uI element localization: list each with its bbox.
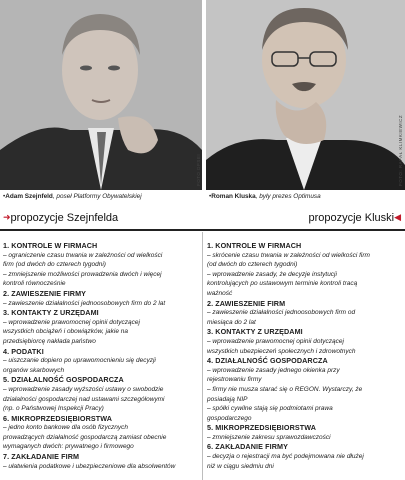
kluska-proposal-line: – firmy nie musza starać się o REGON. Wystarczy, że xyxy=(207,385,363,393)
szejnfeld-proposal-line: prowadzących działalność gospodarczą zamiast obecnie xyxy=(3,433,167,441)
column-divider xyxy=(202,232,203,480)
szejnfeld-proposal-line: – wprowadzenie zasady wyższości ustawy o swobodzie xyxy=(3,385,164,393)
kluska-section-heading: 4. DZIAŁALNOŚĆ GOSPODARCZA xyxy=(207,356,328,366)
kluska-proposal-line: – wprowadzenie zasady jednego okienka przy xyxy=(207,366,340,374)
proposals-kluska-list xyxy=(207,241,401,471)
photo-roman-kluska xyxy=(206,0,405,190)
szejnfeld-proposal-line: – zmniejszenie możliwości prowadzenia dwóch i więcej xyxy=(3,270,162,278)
heading-szejnfeld xyxy=(3,210,118,225)
kluska-proposal-line: wszystkich ubezpieczeń społecznych i zdrowotnych xyxy=(207,347,356,355)
szejnfeld-section-heading: 5. DZIAŁALNOŚĆ GOSPODARCZA xyxy=(3,375,124,385)
kluska-proposal-line: kontrolujących po ustawowym terminie kontroli tracą xyxy=(207,280,358,288)
photo-adam-szejnfeld xyxy=(0,0,202,190)
kluska-section-heading: 5. MIKROPRZEDSIĘBIORSTWA xyxy=(207,423,317,433)
arrow-right-icon: ➜ xyxy=(3,212,11,222)
szejnfeld-proposal-line: działalności gospodarczej nad ustawami szczegółowymi xyxy=(3,395,165,403)
kluska-proposal-line: gospodarczego xyxy=(207,414,252,422)
caption-left-name: Adam Szejnfeld xyxy=(5,193,53,200)
heading-left-text: propozycje Szejnfelda xyxy=(10,212,119,224)
szejnfeld-proposal-line: wymaganych dwóch: prywatnego i firmowego xyxy=(3,443,134,451)
caption-arrow-icon: • xyxy=(3,193,6,200)
caption-arrow-icon: • xyxy=(209,193,212,200)
kluska-proposal-line: – skrócenie czasu trwania w zależności od wielkości firm xyxy=(207,251,370,259)
proposals-szejnfeld-list xyxy=(3,241,199,471)
kluska-proposal-line: – zawieszenie działalności jednoosobowych firm od xyxy=(207,309,356,317)
heading-right-text: propozycje Kluski xyxy=(308,212,395,224)
szejnfeld-proposal-line: – ograniczenie czasu trwania w zależności od wielkości xyxy=(3,251,163,259)
szejnfeld-section-heading: 4. PODATKI xyxy=(3,346,44,356)
kluska-proposal-line: – wprowadzenie prawomocnej opinii dotyczącej xyxy=(207,337,344,345)
kluska-proposal-line: – spółki cywilne stają się podmiotami prawa xyxy=(207,405,333,413)
kluska-proposal-line: miesiąca do 2 lat xyxy=(207,318,256,326)
kluska-proposal-line: ważność xyxy=(207,289,233,297)
szejnfeld-proposal-line: wszystkich obciążeń i obowiązków, jakie na xyxy=(3,328,129,336)
szejnfeld-proposal-line: – uiszczanie dopiero po uprawomocnieniu się decyzji xyxy=(3,357,156,365)
kluska-proposal-line: posiadają NIP xyxy=(207,395,248,403)
kluska-section-heading: 6. ZAKŁADANIE FIRMY xyxy=(207,442,288,452)
caption-left-role: , poseł Platformy Obywatelskiej xyxy=(52,193,142,200)
photo-credit-right: FOTO: RAFAŁ KLIMKIEWICZ xyxy=(398,114,403,186)
arrow-left-icon: ◀ xyxy=(394,212,401,222)
kluska-section-heading: 3. KONTAKTY Z URZĘDAMI xyxy=(207,327,303,337)
szejnfeld-proposal-line: – zawieszenie działalności jednoosobowych firm do 2 lat xyxy=(3,299,166,307)
szejnfeld-proposal-line: kontroli równocześnie xyxy=(3,280,66,288)
szejnfeld-proposal-line: (np. o Państwowej Inspekcji Pracy) xyxy=(3,405,104,413)
szejnfeld-proposal-line: – ułatwienia podatkowe i ubezpieczeniowe dla absolwentów xyxy=(3,462,176,470)
szejnfeld-section-heading: 6. MIKROPRZEDSIĘBIORSTWA xyxy=(3,413,113,423)
kluska-proposal-line: (od dwóch do czterech tygodni) xyxy=(207,261,298,269)
photo-credit-left: FOTO DPSEI xyxy=(196,153,201,186)
szejnfeld-section-heading: 2. ZAWIESZENIE FIRMY xyxy=(3,288,87,298)
szejnfeld-proposal-line: firm (od dwóch do czterech tygodni) xyxy=(3,261,106,269)
caption-right xyxy=(209,193,321,201)
caption-right-role: , były prezes Optimusa xyxy=(255,193,321,200)
szejnfeld-section-heading: 3. KONTAKTY Z URZĘDAMI xyxy=(3,308,99,318)
szejnfeld-section-heading: 1. KONTROLE W FIRMACH xyxy=(3,241,98,250)
horizontal-rule xyxy=(0,229,405,231)
szejnfeld-proposal-line: przedsiębiorcę nakłada państwo xyxy=(3,337,96,345)
szejnfeld-proposal-line: – wprowadzenie prawomocnej opinii dotyczącej xyxy=(3,318,140,326)
szejnfeld-section-heading: 7. ZAKŁADANIE FIRM xyxy=(3,452,80,462)
kluska-proposal-line: – wprowadzenie zasady, że decyzje instytucji xyxy=(207,270,337,278)
kluska-section-heading: 1. KONTROLE W FIRMACH xyxy=(207,241,302,250)
kluska-proposal-line: niż w ciągu siedmiu dni xyxy=(207,462,274,470)
kluska-section-heading: 2. ZAWIESZENIE FIRM xyxy=(207,298,286,308)
caption-left xyxy=(3,193,142,201)
szejnfeld-proposal-line: organów skarbowych xyxy=(3,366,65,374)
kluska-proposal-line: – zmniejszenie zakresu sprawozdawczości xyxy=(207,433,331,441)
caption-right-name: Roman Kluska xyxy=(211,193,256,200)
szejnfeld-proposal-line: – jedno konto bankowe dla osób fizycznych xyxy=(3,424,129,432)
kluska-proposal-line: rejestrowaniu firmy xyxy=(207,376,262,384)
heading-kluska xyxy=(308,210,401,225)
kluska-proposal-line: – decyzja o rejestracji ma być podejmowana nie dłużej xyxy=(207,453,364,461)
